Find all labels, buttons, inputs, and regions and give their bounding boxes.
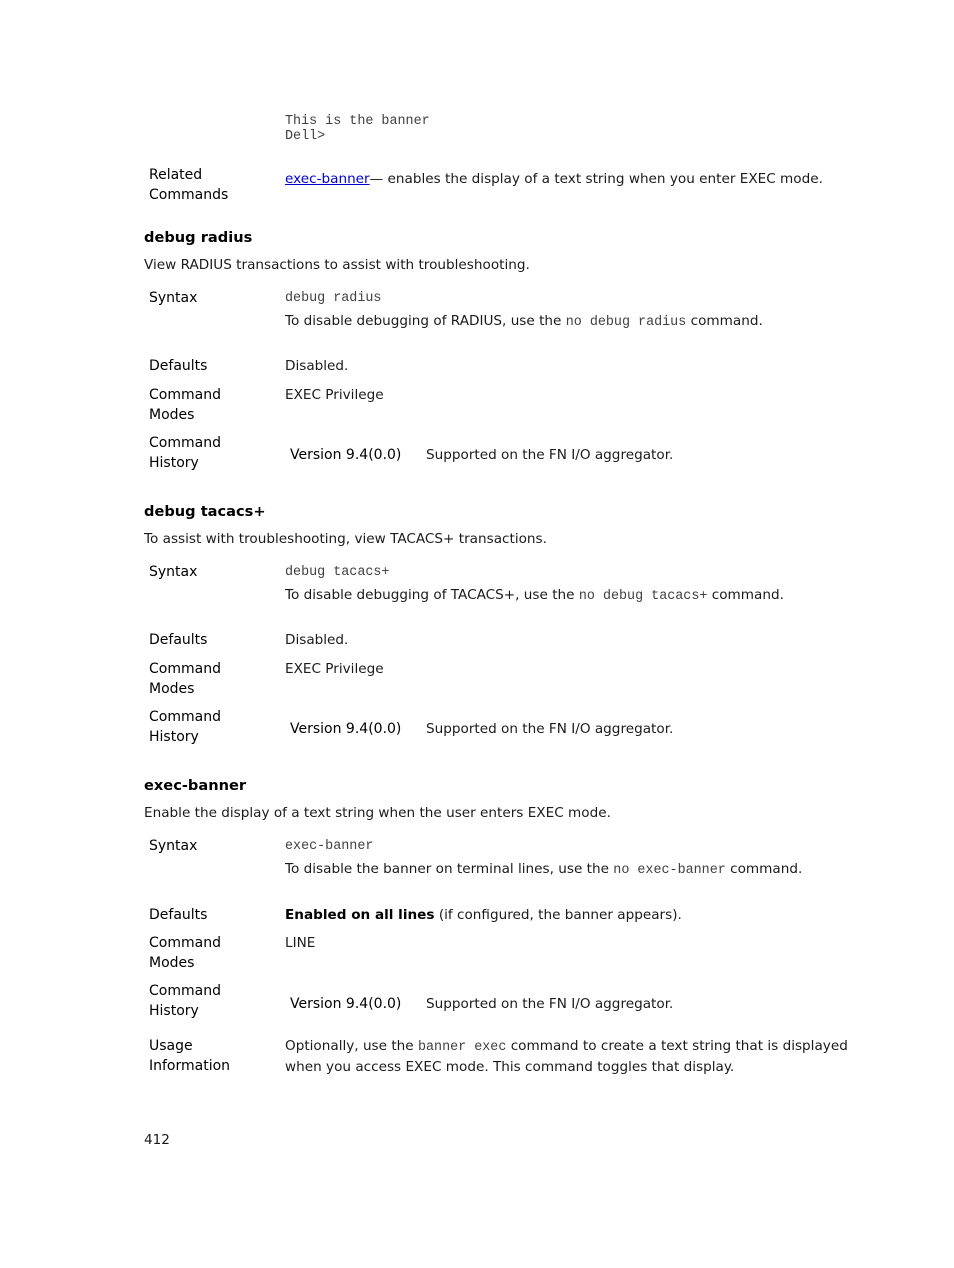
disable-post: command. <box>690 313 763 329</box>
exec-banner-link[interactable]: exec-banner <box>285 171 370 187</box>
exec-banner-defaults-label: Defaults <box>149 907 208 923</box>
related-label-line1: Related <box>149 167 203 183</box>
disable-post: command. <box>730 861 803 877</box>
debug-tacacs-heading: debug tacacs+ <box>144 503 266 520</box>
related-commands-label <box>149 166 228 205</box>
modes-label-line1: Command <box>149 661 221 677</box>
debug-tacacs-version: Version 9.4(0.0) <box>290 721 402 737</box>
usage-post: command to create a text string that is displayed <box>510 1038 848 1054</box>
related-label-line2: Commands <box>149 186 229 203</box>
debug-radius-version: Version 9.4(0.0) <box>290 447 402 463</box>
history-label-line1: Command <box>149 435 221 451</box>
debug-radius-description: View RADIUS transactions to assist with troubleshooting. <box>144 257 530 273</box>
related-commands-value <box>285 170 823 190</box>
usage-line1 <box>285 1037 848 1058</box>
history-label-line2: History <box>149 728 199 745</box>
debug-radius-modes-label <box>149 386 221 425</box>
usage-line2: when you access EXEC mode. This command toggles that display. <box>285 1058 735 1075</box>
debug-tacacs-modes: EXEC Privilege <box>285 661 384 677</box>
debug-tacacs-defaults: Disabled. <box>285 632 349 648</box>
debug-radius-heading: debug radius <box>144 229 253 246</box>
modes-label-line2: Modes <box>149 954 195 971</box>
usage-label-line2: Information <box>149 1057 231 1074</box>
modes-label-line2: Modes <box>149 406 195 423</box>
history-label-line1: Command <box>149 709 221 725</box>
history-label-line2: History <box>149 1002 199 1019</box>
debug-radius-disable-text <box>285 312 763 333</box>
debug-tacacs-description: To assist with troubleshooting, view TACACS+ transactions. <box>144 531 547 547</box>
debug-radius-modes: EXEC Privilege <box>285 387 384 403</box>
disable-code: no debug radius <box>565 315 687 330</box>
history-label-line1: Command <box>149 983 221 999</box>
exec-banner-description: Enable the display of a text string when the user enters EXEC mode. <box>144 805 611 821</box>
debug-radius-defaults-label: Defaults <box>149 358 208 374</box>
exec-banner-history-label <box>149 982 221 1021</box>
modes-label-line1: Command <box>149 387 221 403</box>
debug-radius-syntax-label: Syntax <box>149 290 198 306</box>
usage-code: banner exec <box>417 1040 507 1055</box>
debug-radius-syntax: debug radius <box>285 291 382 306</box>
disable-post: command. <box>711 587 784 603</box>
usage-pre: Optionally, use the <box>285 1038 414 1054</box>
page-number: 412 <box>144 1132 170 1148</box>
history-label-line2: History <box>149 454 199 471</box>
banner-example-line1: This is the banner <box>285 114 430 129</box>
defaults-bold: Enabled on all lines <box>285 907 435 923</box>
defaults-rest: (if configured, the banner appears). <box>438 907 682 923</box>
exec-banner-usage-text <box>285 1037 848 1077</box>
disable-code: no exec-banner <box>613 863 726 878</box>
modes-label-line2: Modes <box>149 680 195 697</box>
exec-banner-version: Version 9.4(0.0) <box>290 996 402 1012</box>
debug-tacacs-disable-text <box>285 586 784 607</box>
debug-radius-version-desc: Supported on the FN I/O aggregator. <box>426 447 674 463</box>
exec-banner-syntax: exec-banner <box>285 839 374 854</box>
debug-tacacs-version-desc: Supported on the FN I/O aggregator. <box>426 721 674 737</box>
exec-banner-version-desc: Supported on the FN I/O aggregator. <box>426 996 674 1012</box>
exec-banner-usage-label <box>149 1037 230 1076</box>
exec-banner-heading: exec-banner <box>144 777 247 794</box>
usage-label-line1: Usage <box>149 1038 193 1054</box>
disable-code: no debug tacacs+ <box>578 589 708 604</box>
related-commands-text: — enables the display of a text string when you enter EXEC mode. <box>369 171 823 187</box>
exec-banner-syntax-label: Syntax <box>149 838 198 854</box>
banner-example-line2: Dell> <box>285 129 326 144</box>
exec-banner-modes: LINE <box>285 935 316 951</box>
exec-banner-modes-label <box>149 934 221 973</box>
disable-pre: To disable the banner on terminal lines, use the <box>285 861 609 877</box>
exec-banner-defaults <box>285 906 682 926</box>
disable-pre: To disable debugging of RADIUS, use the <box>285 313 562 329</box>
disable-pre: To disable debugging of TACACS+, use the <box>285 587 575 603</box>
banner-example-code <box>285 114 430 144</box>
debug-tacacs-history-label <box>149 708 221 747</box>
debug-radius-defaults: Disabled. <box>285 358 349 374</box>
debug-radius-history-label <box>149 434 221 473</box>
exec-banner-disable-text <box>285 860 802 881</box>
debug-tacacs-modes-label <box>149 660 221 699</box>
debug-tacacs-syntax-label: Syntax <box>149 564 198 580</box>
modes-label-line1: Command <box>149 935 221 951</box>
debug-tacacs-defaults-label: Defaults <box>149 632 208 648</box>
debug-tacacs-syntax: debug tacacs+ <box>285 565 390 580</box>
